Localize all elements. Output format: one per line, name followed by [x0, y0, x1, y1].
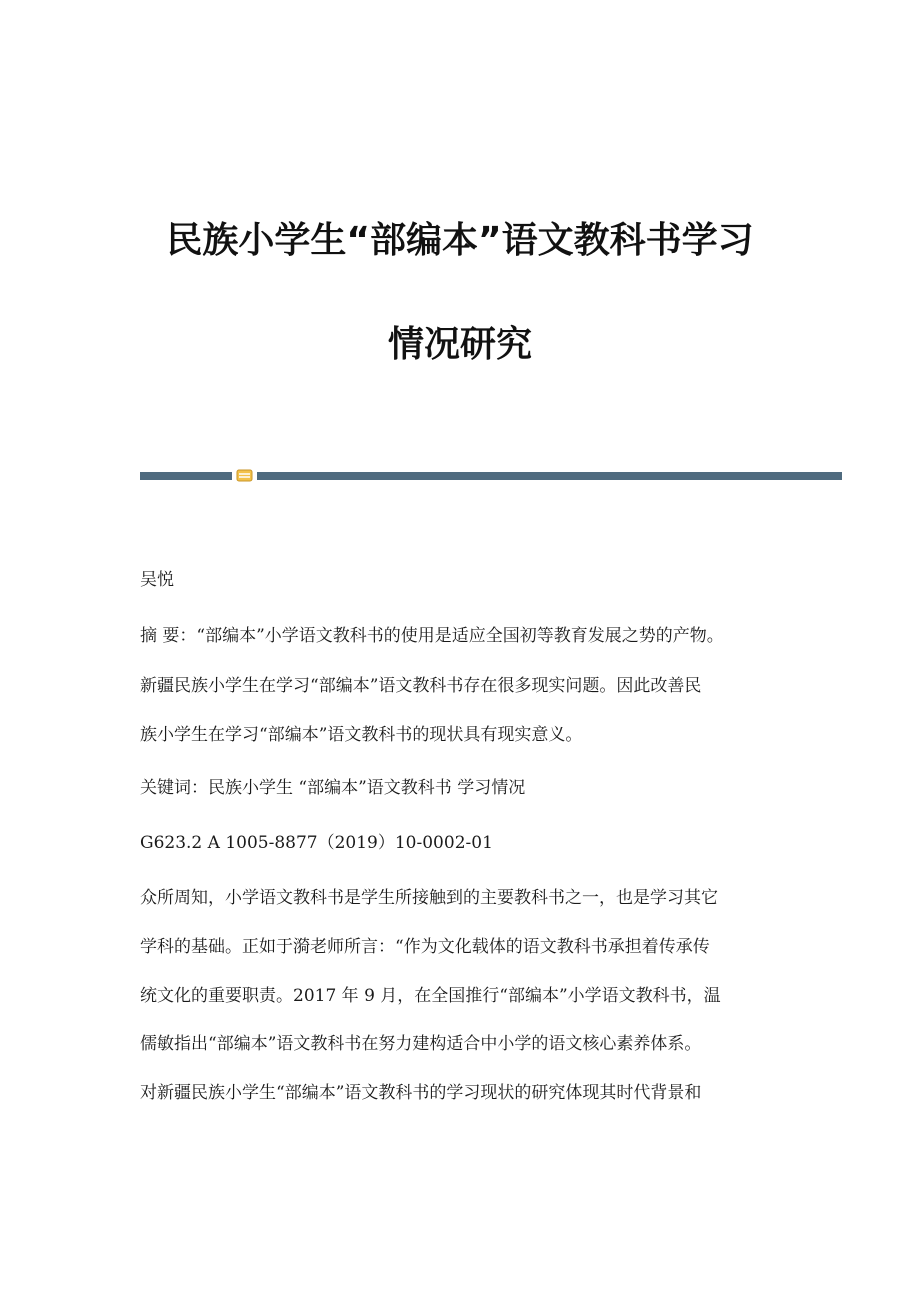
author-name: 吴悦 [140, 570, 174, 590]
body-line-5: 对新疆民族小学生“部编本”语文教科书的学习现状的研究体现其时代背景和 [140, 1083, 702, 1103]
body-line-3: 统文化的重要职责。2017 年 9 月，在全国推行“部编本”小学语文教科书，温 [140, 986, 721, 1006]
abstract-line-3: 族小学生在学习“部编本”语文教科书的现状具有现实意义。 [140, 725, 583, 745]
abstract-line-2: 新疆民族小学生在学习“部编本”语文教科书存在很多现实问题。因此改善民 [140, 676, 702, 696]
divider-ornament-icon [236, 469, 253, 482]
divider-bar-left [140, 472, 232, 480]
classification-line: G623.2 A 1005-8877（2019）10-0002-01 [140, 833, 493, 853]
abstract-line-1: 摘 要：“部编本”小学语文教科书的使用是适应全国初等教育发展之势的产物。 [140, 626, 724, 646]
body-line-2: 学科的基础。正如于漪老师所言：“作为文化载体的语文教科书承担着传承传 [140, 937, 710, 957]
keywords-line: 关键词：民族小学生 “部编本”语文教科书 学习情况 [140, 778, 526, 798]
body-line-1: 众所周知，小学语文教科书是学生所接触到的主要教科书之一，也是学习其它 [140, 888, 718, 908]
document-title-line-2: 情况研究 [387, 324, 532, 365]
body-line-4: 儒敏指出“部编本”语文教科书在努力建构适合中小学的语文核心素养体系。 [140, 1034, 702, 1054]
title-divider [140, 468, 842, 482]
divider-bar-right [257, 472, 842, 480]
document-title-line-1: 民族小学生“部编本”语文教科书学习 [166, 220, 754, 261]
